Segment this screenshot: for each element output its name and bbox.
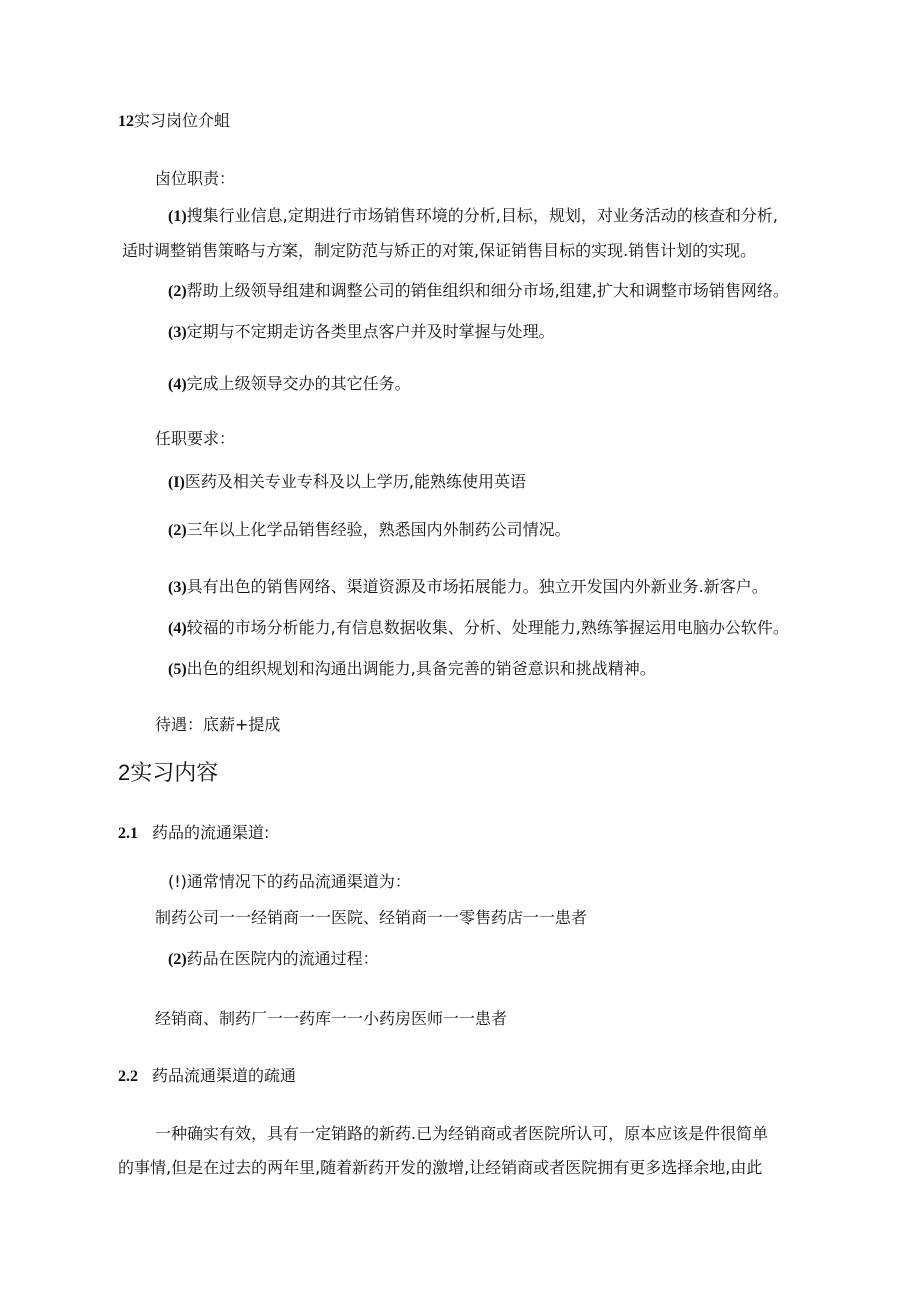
channel-flow-general: 制药公司一一经销商一一医院、经销商一一零售药店一一患者 bbox=[155, 908, 588, 927]
duty-item-text: 定期与不定期走访各类里点客户并及时掌握与处理。 bbox=[186, 322, 555, 341]
section-heading-1-2 bbox=[118, 110, 230, 133]
requirements-heading: 任职要求： bbox=[155, 429, 236, 448]
duty-item-number: (2) bbox=[168, 283, 187, 300]
duty-item-3 bbox=[168, 321, 555, 344]
requirement-item-5 bbox=[168, 658, 656, 681]
section-title: 药品流通渠道的疏通 bbox=[152, 1066, 297, 1085]
requirement-item-3 bbox=[168, 576, 768, 599]
section-number: 12 bbox=[118, 113, 134, 130]
requirement-item-text: 较福的市场分析能力,有信息数据收集、分析、处理能力,熟练筝握运用电脑办公软件。 bbox=[186, 618, 789, 637]
duty-item-number: (4) bbox=[168, 376, 187, 393]
section-heading-2 bbox=[118, 759, 218, 788]
duty-item-1 bbox=[168, 205, 778, 228]
salary-line: 待遇：底薪+提成 bbox=[155, 715, 281, 734]
duty-item-text: 搜集行业信息,定期进行市场销售环境的分析,目标，规划，对业务活动的核查和分析, bbox=[186, 206, 778, 225]
section-number: 2 bbox=[118, 760, 131, 785]
section-title: 实习岗位介蛆 bbox=[134, 111, 231, 130]
requirement-item-number: (2) bbox=[168, 522, 187, 539]
duty-item-2 bbox=[168, 280, 789, 303]
paragraph-line-2: 的事情,但是在过去的两年里,随着新药开发的激增,让经销商或者医院拥有更多选择余地,由此 bbox=[118, 1158, 763, 1177]
requirement-item-text: 出色的组织规划和沟通出调能力,具备完善的销爸意识和挑战精神。 bbox=[186, 659, 656, 678]
duty-item-number: (1) bbox=[168, 208, 187, 225]
channel-item-2-label bbox=[168, 948, 379, 971]
section-number: 2.2 bbox=[118, 1068, 138, 1085]
duty-item-1-continuation: 适时调整销售策略与方案，制定防范与矫正的对策,保证销售目标的实现.销售计划的实现。 bbox=[122, 241, 757, 260]
requirement-item-text: 具有出色的销售网络、渠道资源及市场拓展能力。独立开发国内外新业务.新客户。 bbox=[186, 577, 768, 596]
section-heading-2-2 bbox=[118, 1065, 296, 1088]
requirement-item-number: (I) bbox=[168, 474, 185, 491]
channel-flow-hospital: 经销商、制药厂一一药库一一小药房医师一一患者 bbox=[155, 1009, 508, 1028]
requirement-item-text: 三年以上化学品销售经验，熟悉国内外制药公司情况。 bbox=[186, 520, 571, 539]
requirement-item-4 bbox=[168, 617, 789, 640]
duty-item-text: 帮助上级领导组建和调整公司的销隹组织和细分市场,组建,扩大和调整市场销售网络。 bbox=[186, 281, 789, 300]
channel-item-text: 药品在医院内的流通过程： bbox=[186, 949, 379, 968]
section-title: 实习内容 bbox=[130, 761, 219, 786]
duty-item-4 bbox=[168, 373, 411, 396]
requirement-item-text: 医药及相关专业专科及以上学历,能熟练使用英语 bbox=[184, 472, 526, 491]
duty-item-number: (3) bbox=[168, 324, 187, 341]
requirement-item-number: (4) bbox=[168, 620, 187, 637]
section-title: 药品的流通渠道: bbox=[152, 823, 270, 842]
duty-item-text: 完成上级领导交办的其它任务。 bbox=[186, 374, 411, 393]
requirement-item-number: (5) bbox=[168, 661, 187, 678]
requirement-item-1 bbox=[168, 471, 526, 494]
channel-item-1-label: (!)通常情况下的药品流通渠道为： bbox=[168, 872, 411, 891]
requirement-item-2 bbox=[168, 519, 571, 542]
requirement-item-number: (3) bbox=[168, 579, 187, 596]
duties-heading: 卤位职责： bbox=[155, 169, 236, 188]
section-heading-2-1 bbox=[118, 822, 269, 845]
channel-item-number: (2) bbox=[168, 951, 187, 968]
paragraph-line-1: 一种确实有效，具有一定销路的新药.已为经销商或者医院所认可，原本应该是件很简单 bbox=[155, 1124, 769, 1143]
section-number: 2.1 bbox=[118, 825, 138, 842]
